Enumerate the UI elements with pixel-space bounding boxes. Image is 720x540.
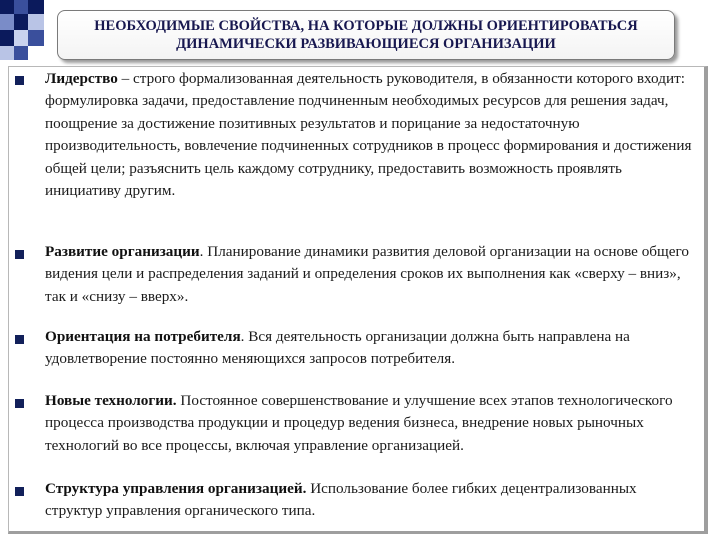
item-term: Развитие организации [45,243,200,260]
bullet-square-icon [15,399,24,408]
item-text: Постоянное совершенствование и улучшение всех этапов технологического процесса производства продукции и процедур ведения бизнеса, внедрение новых рыночных технологий во все процессы, включая управление организацией. [45,392,673,454]
list-item-leadership [45,68,695,202]
bullet-square-icon [15,335,24,344]
list-item-management-structure [45,478,695,523]
item-text: . Вся деятельность организации должна быть направлена на удовлетворение постоянно меняющихся запросов потребителя. [45,328,630,368]
content-panel [8,66,708,534]
item-term: Ориентация на потребителя [45,328,241,345]
list-item-new-technologies [45,390,695,457]
page-title-line-2: ДИНАМИЧЕСКИ РАЗВИВАЮЩИЕСЯ ОРГАНИЗАЦИИ [176,36,556,52]
item-text: Использование более гибких децентрализованных структур управления органического типа. [45,480,637,520]
bullet-square-icon [15,250,24,259]
bullet-square-icon [15,76,24,85]
page-title-line-1: НЕОБХОДИМЫЕ СВОЙСТВА, НА КОТОРЫЕ ДОЛЖНЫ ОРИЕНТИРОВАТЬСЯ [94,18,638,34]
item-text: – строго формализованная деятельность руководителя, в обязанности которого входит: формулировка задачи, предоставление подчиненным необходимых ресурсов для решения задач, поощрение за достижение позитивных результатов и порицание за недостаточную производительность, вовлечение подчиненных сотрудников в процесс формирования и достижения общей цели; разъяснить цель каждому сотруднику, предоставить возможность проявлять инициативу другим. [45,70,692,200]
item-term: Новые технологии. [45,392,177,409]
item-text: . Планирование динамики развития деловой организации на основе общего видения цели и распределения заданий и определения сроков их выполнения как «сверху – вниз», так и «снизу – вверх». [45,243,689,305]
item-term: Лидерство [45,70,118,87]
item-term: Структура управления организацией. [45,480,307,497]
title-box [57,10,675,60]
list-item-customer-orientation [45,326,695,371]
list-item-development [45,241,695,308]
corner-decoration [0,0,60,62]
bullet-square-icon [15,487,24,496]
